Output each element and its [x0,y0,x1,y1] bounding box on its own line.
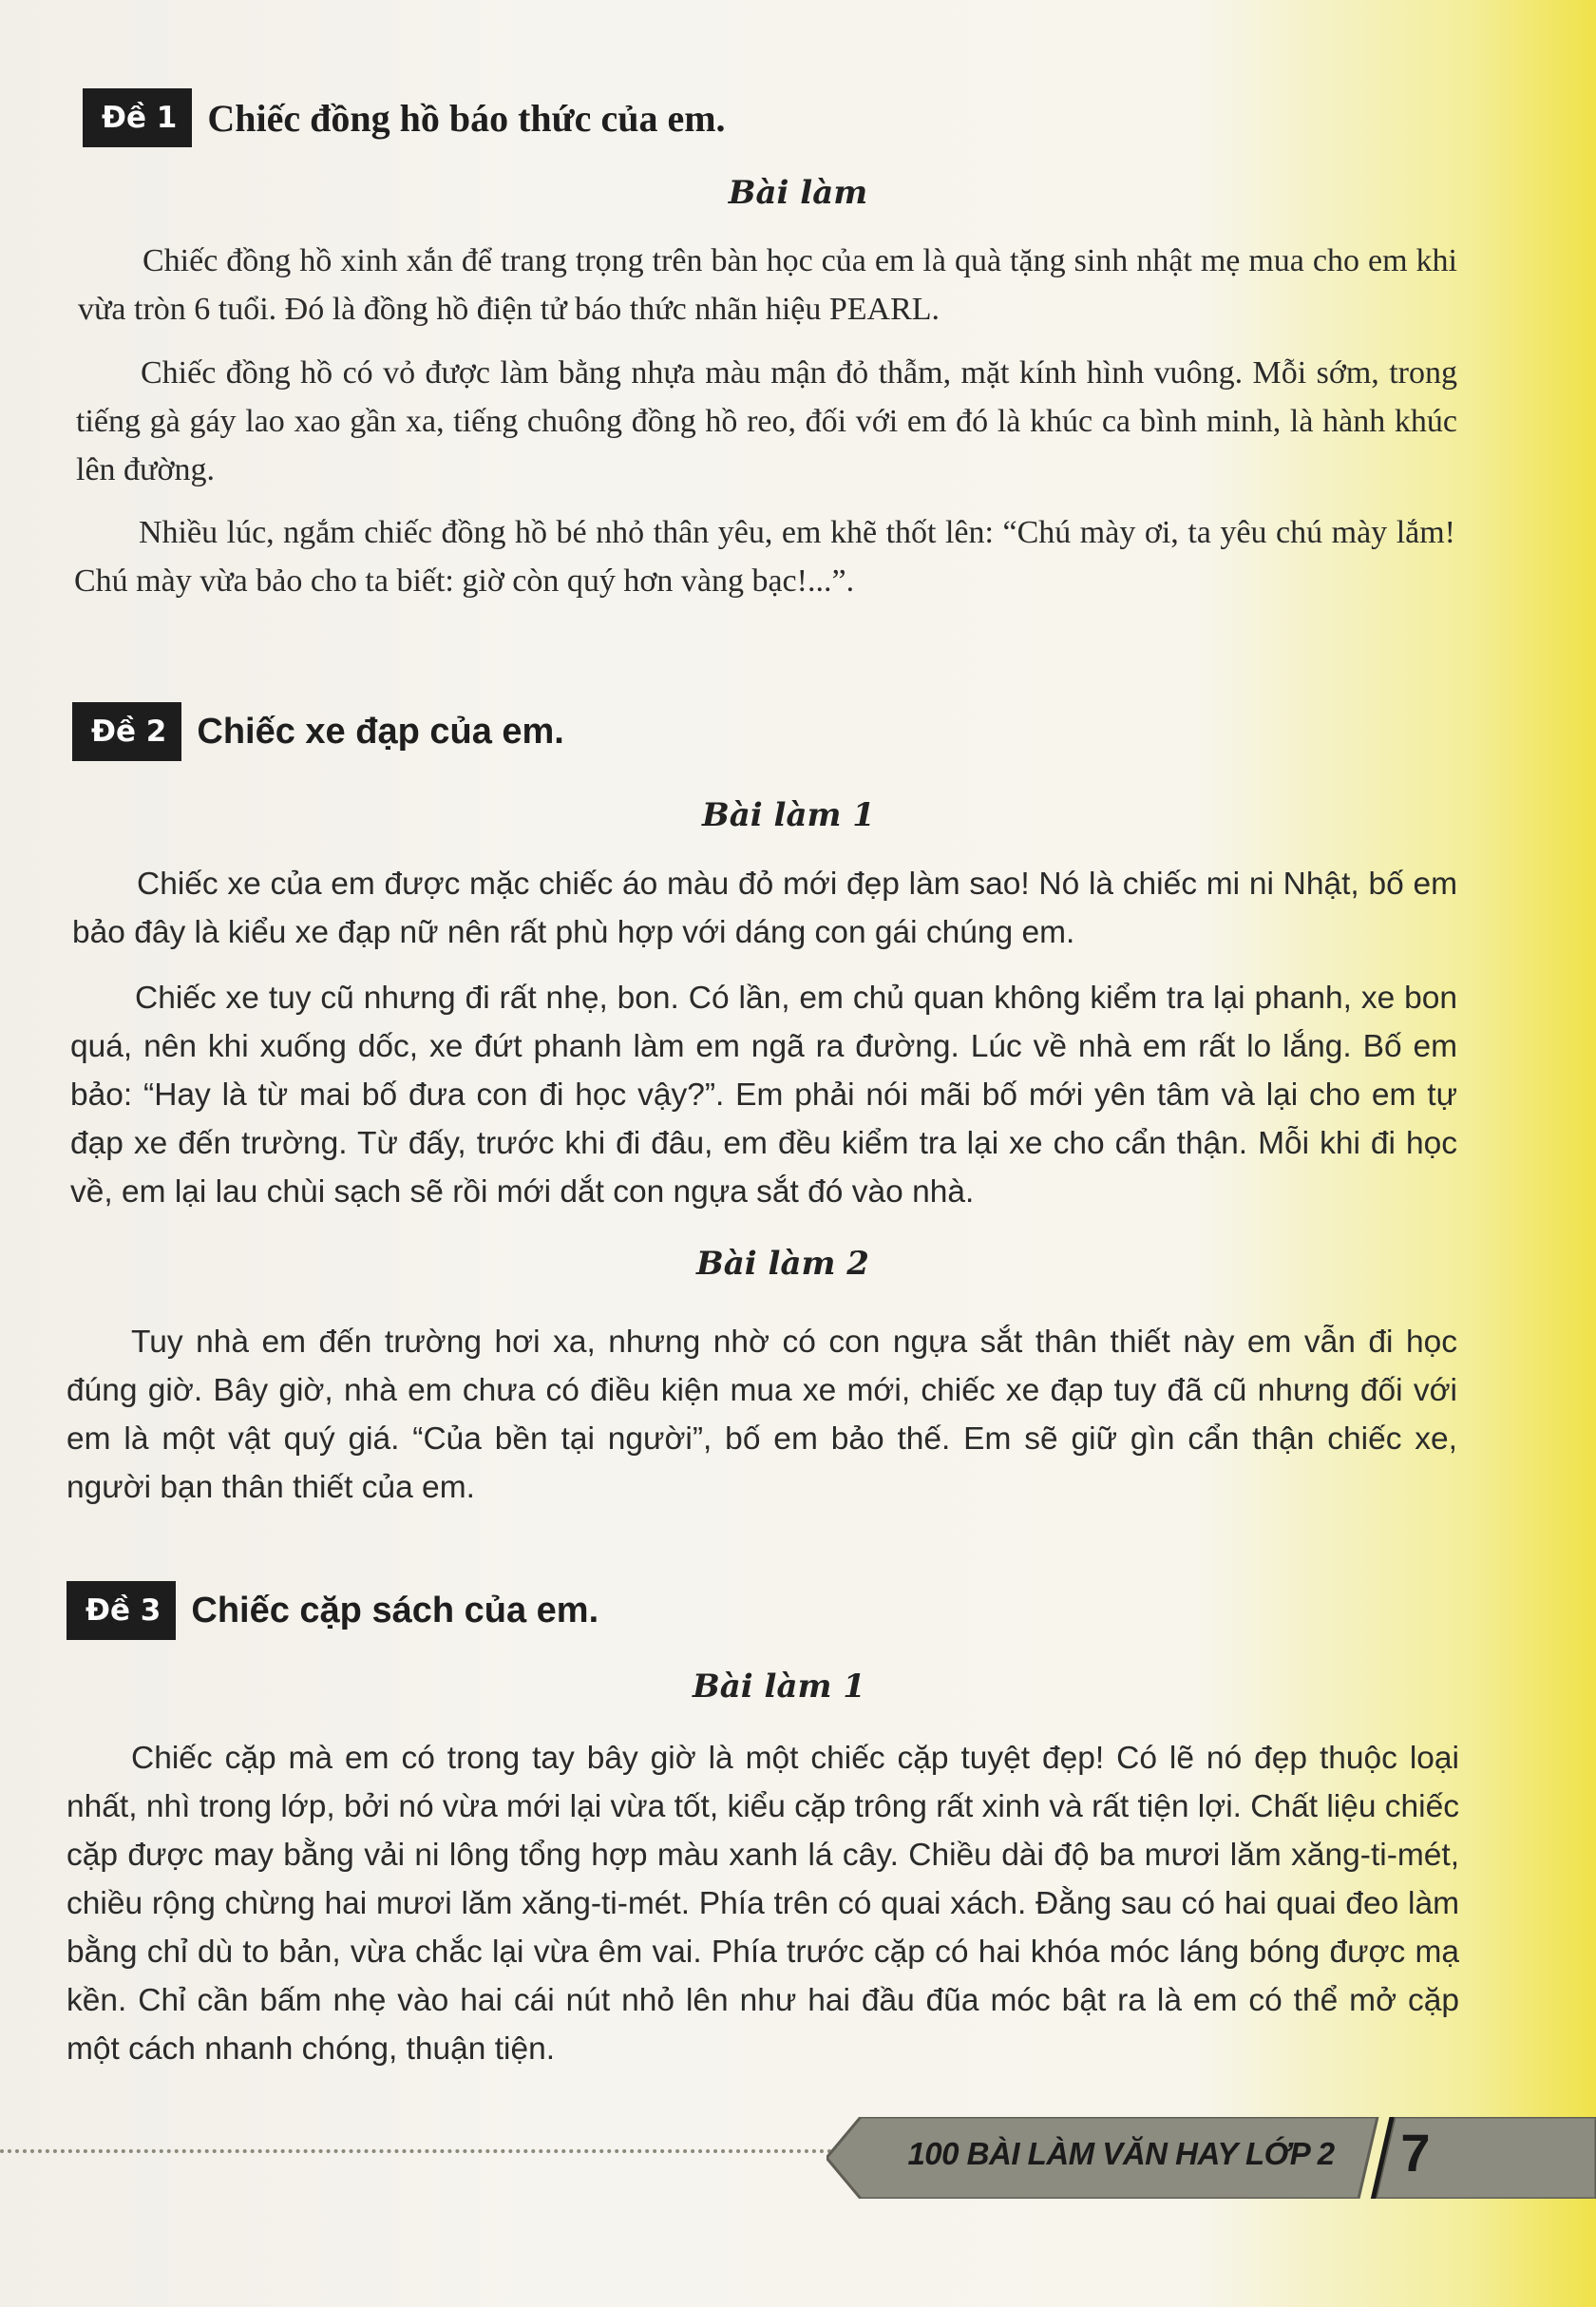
section-title: Chiếc xe đạp của em. [197,711,564,752]
footer-dotted-rule [0,2149,855,2153]
paragraph: Chiếc xe của em được mặc chiếc áo màu đỏ mới đẹp làm sao! Nó là chiếc mi ni Nhật, bố em bảo đây là kiểu xe đạp nữ nên rất phù hợp với dáng con gái chúng em. [72,867,1457,950]
section-3-heading [66,1581,598,1640]
essay-heading: Bài làm 1 [702,796,875,834]
section-badge: Đề 2 [72,702,181,761]
section-title: Chiếc đồng hồ báo thức của em. [207,96,726,140]
footer-book-title: 100 BÀI LÀM VĂN HAY LỚP 2 [907,2136,1335,2171]
paragraph: Chiếc xe tuy cũ nhưng đi rất nhẹ, bon. Có lần, em chủ quan không kiểm tra lại phanh, xe bon quá, nên khi xuống dốc, xe đứt phanh làm em ngã ra đường. Lúc về nhà em rất lo lắng. Bố em bảo: “Hay là từ mai bố đưa con đi học vậy?”. Em phải nói mãi bố mới yên tâm và lại cho em tự đạp xe đến trường. Từ đấy, trước khi đi đâu, em đều kiểm tra lại xe cho cẩn thận. Mỗi khi đi học về, em lại lau chùi sạch sẽ rồi mới dắt con ngựa sắt đó vào nhà. [70,981,1457,1210]
section-badge: Đề 3 [66,1581,176,1640]
paragraph: Nhiều lúc, ngắm chiếc đồng hồ bé nhỏ thân yêu, em khẽ thốt lên: “Chú mày ơi, ta yêu chú mày lắm! Chú mày vừa bảo cho ta biết: giờ còn quý hơn vàng bạc!...”. [74,515,1455,599]
section-badge: Đề 1 [83,88,192,147]
essay-heading: Bài làm 2 [696,1245,869,1283]
paragraph: Chiếc đồng hồ xinh xắn để trang trọng trên bàn học của em là quà tặng sinh nhật mẹ mua cho em khi vừa tròn 6 tuổi. Đó là đồng hồ điện tử báo thức nhãn hiệu PEARL. [78,243,1457,327]
paragraph: Chiếc cặp mà em có trong tay bây giờ là một chiếc cặp tuyệt đẹp! Có lẽ nó đẹp thuộc loại nhất, nhì trong lớp, bởi nó vừa mới lại vừa tốt, kiểu cặp trông rất xinh và rất tiện lợi. Chất liệu chiếc cặp được may bằng vải ni lông tổng hợp màu xanh lá cây. Chiều dài độ ba mươi lăm xăng-ti-mét, chiều rộng chừng hai mươi lăm xăng-ti-mét. Phía trên có quai xách. Đằng sau có hai quai đeo làm bằng chỉ dù to bản, vừa chắc lại vừa êm vai. Phía trước cặp có hai khóa móc láng bóng được mạ kền. Chỉ cần bấm nhẹ vào hai cái nút nhỏ lên như hai đầu đũa móc bật ra là em có thể mở cặp một cách nhanh chóng, thuận tiện. [66,1741,1459,2067]
paragraph: Tuy nhà em đến trường hơi xa, nhưng nhờ có con ngựa sắt thân thiết này em vẫn đi học đúng giờ. Bây giờ, nhà em chưa có điều kiện mua xe mới, chiếc xe đạp tuy đã cũ nhưng đối với em là một vật quý giá. “Của bền tại người”, bố em bảo thế. Em sẽ giữ gìn cẩn thận chiếc xe, người bạn thân thiết của em. [66,1325,1457,1505]
paragraph: Chiếc đồng hồ có vỏ được làm bằng nhựa màu mận đỏ thẫm, mặt kính hình vuông. Mỗi sớm, trong tiếng gà gáy lao xao gần xa, tiếng chuông đồng hồ reo, đối với em đó là khúc ca bình minh, là hành khúc lên đường. [76,355,1457,487]
essay-heading: Bài làm 1 [693,1668,865,1706]
section-title: Chiếc cặp sách của em. [191,1590,599,1630]
essay-heading: Bài làm [728,174,868,212]
page-number: 7 [1400,2123,1431,2183]
section-2-heading [72,702,564,761]
section-1-heading [83,88,726,147]
